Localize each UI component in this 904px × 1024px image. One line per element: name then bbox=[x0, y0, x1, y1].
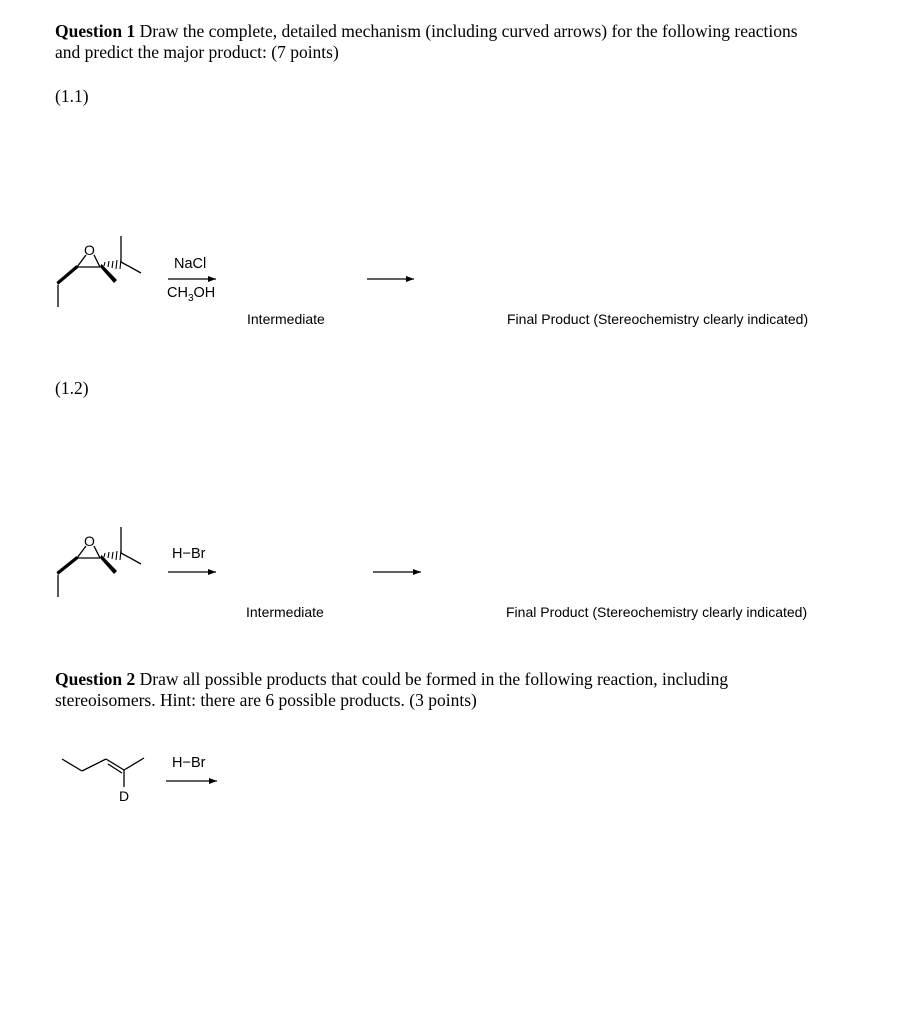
alkene-structure bbox=[62, 758, 144, 787]
part-1-1-label: (1.1) bbox=[55, 86, 89, 106]
final-product-label-1: Final Product (Stereochemistry clearly indicated) bbox=[507, 311, 809, 327]
epoxide-1-hash-bond bbox=[104, 259, 121, 269]
epoxide-1-wedge-left bbox=[57, 265, 79, 285]
alkene-methyl-bond bbox=[124, 758, 144, 770]
alkene-ethyl-bond-1 bbox=[62, 759, 82, 771]
question-1-line-2: and predict the major product: (7 points) bbox=[55, 42, 339, 62]
question-2-number: Question 2 bbox=[55, 669, 136, 689]
question-2-line-1 bbox=[55, 669, 875, 690]
epoxide-2-wedge-left bbox=[57, 556, 79, 575]
reagent-1-bottom-subscript: 3 bbox=[187, 292, 194, 304]
intermediate-label-1: Intermediate bbox=[247, 311, 325, 327]
epoxide-1-isopropyl-right bbox=[121, 262, 141, 273]
reagent-2: H−Br bbox=[172, 546, 206, 562]
epoxide-1-oxygen: O bbox=[84, 242, 95, 258]
question-1-text: Draw the complete, detailed mechanism (including curved arrows) for the following reactions bbox=[135, 21, 798, 41]
question-2-text: Draw all possible products that could be formed in the following reaction, including bbox=[135, 669, 729, 689]
alkene-deuterium-label: D bbox=[119, 788, 130, 804]
question-2-heading bbox=[55, 669, 875, 711]
reagent-1-top: NaCl bbox=[174, 256, 207, 272]
intermediate-label-2: Intermediate bbox=[246, 604, 324, 620]
reagent-3: H−Br bbox=[172, 755, 206, 771]
reagent-1-bottom-main: CH bbox=[167, 285, 188, 301]
epoxide-2-oxygen: O bbox=[84, 533, 95, 549]
part-1-2-label: (1.2) bbox=[55, 378, 89, 398]
question-1-number: Question 1 bbox=[55, 21, 136, 41]
epoxide-2-hash-bond bbox=[104, 550, 121, 560]
alkene-double-bond-inner bbox=[108, 764, 122, 773]
alkene-ethyl-bond-2 bbox=[82, 759, 106, 771]
epoxide-structure-2 bbox=[57, 527, 142, 597]
final-product-label-2: Final Product (Stereochemistry clearly indicated) bbox=[506, 604, 808, 620]
reagent-1-bottom bbox=[167, 285, 215, 304]
reagent-1-bottom-tail: OH bbox=[193, 285, 216, 301]
epoxide-2-isopropyl-right bbox=[121, 553, 141, 564]
question-2-line-2: stereoisomers. Hint: there are 6 possible products. (3 points) bbox=[55, 690, 477, 710]
epoxide-structure-1 bbox=[57, 236, 142, 307]
